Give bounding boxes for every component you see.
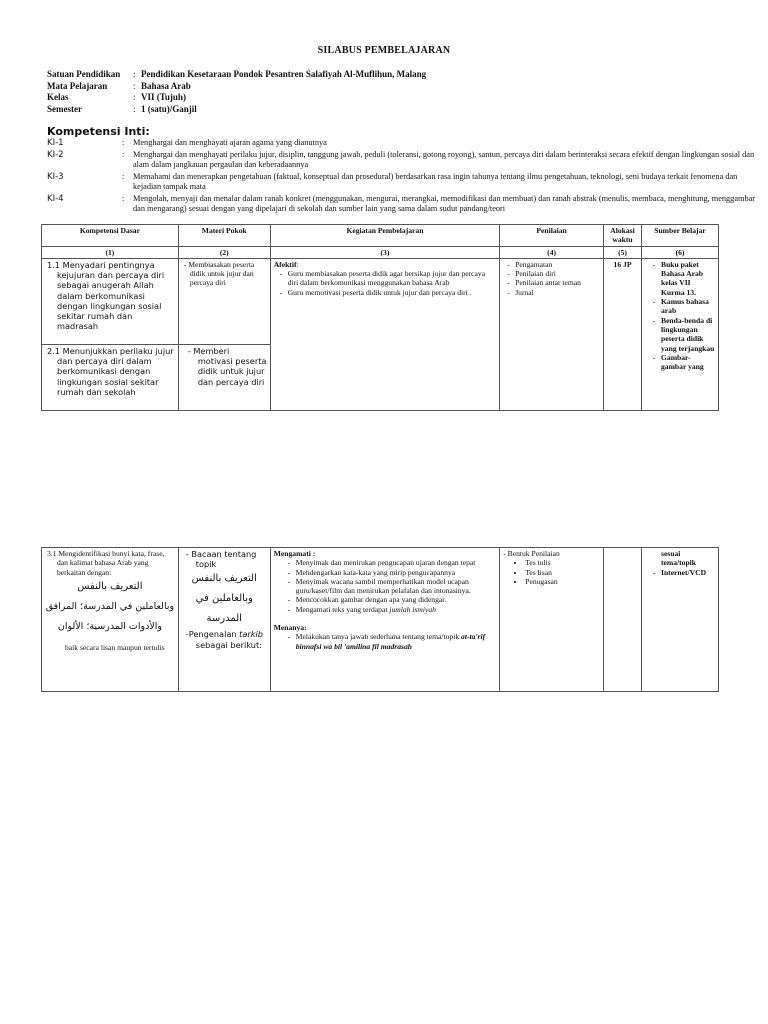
meta-label: Mata Pelajaran xyxy=(47,80,108,91)
meta-value: Bahasa Arab xyxy=(141,80,191,91)
list-item: - Guru membiasakan peserta didik agar bersikap jujur dan percaya diri dalam berkomunikasi menggunakan bahasa Arab xyxy=(288,269,496,288)
header-materi: Materi Pokok xyxy=(178,225,270,247)
alokasi-cell: 16 JP xyxy=(604,258,642,410)
meta-label: Satuan Pendidikan xyxy=(47,69,121,79)
header-penilaian: Penilaian xyxy=(500,225,604,247)
list-item: - Jurnal xyxy=(515,288,600,297)
meta-row-kelas: Kelas : VII (Tujuh) xyxy=(47,92,186,102)
kegiatan-cell: Afektif: - Guru membiasakan peserta didik agar bersikap jujur dan percaya diri dalam berkomunikasi menggunakan bahasa Arab - Guru memotivasi peserta didik untuk jujur dan percaya diri . xyxy=(270,258,499,410)
kegiatan-list xyxy=(274,269,496,297)
page-title: SILABUS PEMBELAJARAN xyxy=(317,45,451,56)
kegiatan-cell: Mengamati : - Menyimak dan menirukan pengucapan ujaran dengan tepat - Mendengarkan kata-kata yang mirip pengucapannya - Menyimak wacana sambil memperhatikan model ucapan guru/kaset/film dan menirukan pelafalan dan intonasinya. - Mencocokkan gambar dengan apa yang didengar. - Mengamati teks yang terdapat jumlah ismiyah Menanya: - Melakukan tanya jawab sederhana tentang tema/topik at-ta'rif binnafsi wa bil 'amilina fil madrasah xyxy=(270,548,500,692)
arabic-text: المدرسة xyxy=(206,613,242,625)
meta-block xyxy=(47,69,426,115)
arabic-text: التعريف بالنفس xyxy=(191,573,257,585)
header-kd: Kompetensi Dasar xyxy=(42,225,179,247)
sumber-cell xyxy=(642,258,719,410)
list-item: - Mendengarkan kata-kata yang mirip pengucapannya xyxy=(296,568,497,577)
alokasi-cell xyxy=(604,548,642,692)
kd-2-1: 2.1 Menunjukkan perilaku jujur dan percaya diri dalam berkomunikasi dengan lingkungan sosial sekitar rumah dan sekolah xyxy=(42,344,179,410)
meta-value: VII (Tujuh) xyxy=(141,92,186,102)
table-row xyxy=(42,258,719,344)
meta-label: Semester xyxy=(47,103,82,114)
list-item: - Pengamatan xyxy=(515,260,600,269)
ki-list xyxy=(47,138,767,216)
ki-row: KI-4 : Mengolah, menyaji dan menalar dalam ranah konkret (menggunakan, mengurai, merangkai, memodifikasi dan membuat) dan ranah abstrak (menulis, membaca, menghitung, menggambar dan mengarang) sesuai dengan yang dipelajari di sekolah dan sumber lain yang sama dalam sudut pandang/teori xyxy=(47,194,767,215)
table-number-row: (1) (2) (3) (4) (5) (6) xyxy=(42,246,719,258)
list-item: • Tes lisan xyxy=(525,568,600,577)
meta-value: Pendidikan Kesetaraan Pondok Pesantren Salafiyah Al-Muflihun, Malang xyxy=(141,69,427,79)
meta-row-semester: Semester : 1 (satu)/Ganjil xyxy=(47,103,197,114)
penilaian-cell: - Bentuk Penilaian • Tes tulis • Tes lisan • Penugasan xyxy=(500,548,604,692)
sumber-cell: sesuai tema/topik - Internet/VCD xyxy=(641,548,718,692)
list-item: - Mengamati teks yang terdapat jumlah ismiyah xyxy=(296,605,497,614)
list-item: - Gambar-gambar yang xyxy=(661,353,715,372)
list-item: - Kamus bahasa arab xyxy=(661,297,715,316)
ki-code: KI-4 xyxy=(47,193,64,204)
list-item: - Penilaian diri xyxy=(515,269,600,278)
table-header-row xyxy=(42,225,719,247)
header-kegiatan: Kegiatan Pembelajaran xyxy=(270,225,499,247)
materi-2: - Memberi motivasi peserta didik untuk jujur dan percaya diri xyxy=(178,344,270,410)
syllabus-table-continued xyxy=(41,547,719,692)
list-item: - Buku paket Bahasa Arab kelas VII Kurma 13. xyxy=(661,260,715,297)
penilaian-cell xyxy=(500,258,604,410)
list-item: - Melakukan tanya jawab sederhana tentang tema/topik at-ta'rif binnafsi wa bil 'amilina fil madrasah xyxy=(296,632,497,651)
meta-label: Kelas xyxy=(47,92,69,102)
meta-row-mapel: Mata Pelajaran : Bahasa Arab xyxy=(47,80,191,91)
kd-1-1: 1.1 Menyadari pentingnya kejujuran dan percaya diri sebagai anugerah Allah dalam berkomunikasi dengan lingkungan sosial sekitar rumah dan madrasah xyxy=(42,258,179,344)
list-item: - Menyimak dan menirukan pengucapan ujaran dengan tepat xyxy=(296,558,497,567)
table-row xyxy=(42,548,719,692)
list-item: - Penilaian antar teman xyxy=(515,278,600,287)
syllabus-table xyxy=(41,224,719,411)
arabic-text: والأدوات المدرسية؛ الألوان xyxy=(57,620,162,632)
kd-3-1: 3.1 Mengidentifikasi bunyi kata, frase, dan kalimat bahasa Arab yang berkaitan dengan: التعريف بالنفس وبالعاملين في المدرسة؛ المرافق والأدوات المدرسية؛ الألوان baik secara lisan maupun tertulis xyxy=(42,548,179,692)
ki-row: KI-1 : Menghargai dan menghayati ajaran agama yang dianutnya xyxy=(47,138,767,149)
list-item: • Tes tulis xyxy=(525,558,600,567)
ki-text: Menghargai dan menghayati perilaku jujur, disiplin, tanggung jawab, peduli (toleransi, gotong royong), santun, percaya diri dalam berinteraksi secara efektif dengan lingkungan sosial dan alam dalam jangkauan pergaulan dan keberadaannya xyxy=(133,149,755,169)
meta-value: 1 (satu)/Ganjil xyxy=(141,103,197,114)
list-item: - Internet/VCD xyxy=(661,568,715,577)
header-alokasi: Alokasi waktu xyxy=(604,225,642,247)
list-item: • Penugasan xyxy=(525,577,600,586)
header-sumber: Sumber Belajar xyxy=(642,225,719,247)
arabic-text: التعريف بالنفس xyxy=(77,580,143,592)
ki-code: KI-1 xyxy=(47,138,64,148)
materi-3: - Bacaan tentang topik التعريف بالنفس وبالعاملين في المدرسة -Pengenalan tarkib sebagai berikut: xyxy=(178,548,270,692)
ki-row: KI-2 : Menghargai dan menghayati perilaku jujur, disiplin, tanggung jawab, peduli (toleransi, gotong royong), santun, percaya diri dalam berinteraksi secara efektif dengan lingkungan sosial dan alam dalam jangkauan pergaulan dan keberadaannya xyxy=(47,150,767,171)
list-item: - Guru memotivasi peserta didik untuk jujur dan percaya diri . xyxy=(288,288,496,297)
ki-text: Menghargai dan menghayati ajaran agama yang dianutnya xyxy=(133,138,327,147)
ki-text: Memahami dan menerapkan pengetahuan (faktual, konseptual dan prosedural) berdasarkan rasa ingin tahunya tentang ilmu pengetahuan, teknologi, seni budaya terkait fenomena dan kejadian tampak mata xyxy=(133,171,738,191)
list-item: - Benda-benda di lingkungan peserta didik yang terjangkau xyxy=(661,316,715,353)
list-item: - Menyimak wacana sambil memperhatikan model ucapan guru/kaset/film dan menirukan pelafalan dan intonasinya. xyxy=(296,577,497,596)
ki-code: KI-2 xyxy=(47,149,64,160)
ki-code: KI-3 xyxy=(47,171,64,182)
ki-row: KI-3 : Memahami dan menerapkan pengetahuan (faktual, konseptual dan prosedural) berdasarkan rasa ingin tahunya tentang ilmu pengetahuan, teknologi, seni budaya terkait fenomena dan kejadian tampak mata xyxy=(47,172,767,193)
arabic-text: وبالعاملين في xyxy=(195,593,253,605)
ki-heading: Kompetensi Inti: xyxy=(47,125,150,138)
arabic-text: وبالعاملين في المدرسة؛ المرافق xyxy=(45,600,175,612)
ki-text: Mengolah, menyaji dan menalar dalam ranah konkret (menggunakan, mengurai, merangkai, memodifikasi dan membuat) dan ranah abstrak (menulis, membaca, menghitung, menggambar dan mengarang) sesuai dengan yang dipelajari di sekolah dan sumber lain yang sama dalam sudut pandang/teori xyxy=(133,193,756,213)
list-item: - Mencocokkan gambar dengan apa yang didengar. xyxy=(296,595,497,604)
meta-row-satuan: Satuan Pendidikan : Pendidikan Kesetaraan Pondok Pesantren Salafiyah Al-Muflihun, Malang xyxy=(47,69,427,79)
materi-1: - Membiasakan peserta didik untuk jujur dan percaya diri xyxy=(178,258,270,344)
